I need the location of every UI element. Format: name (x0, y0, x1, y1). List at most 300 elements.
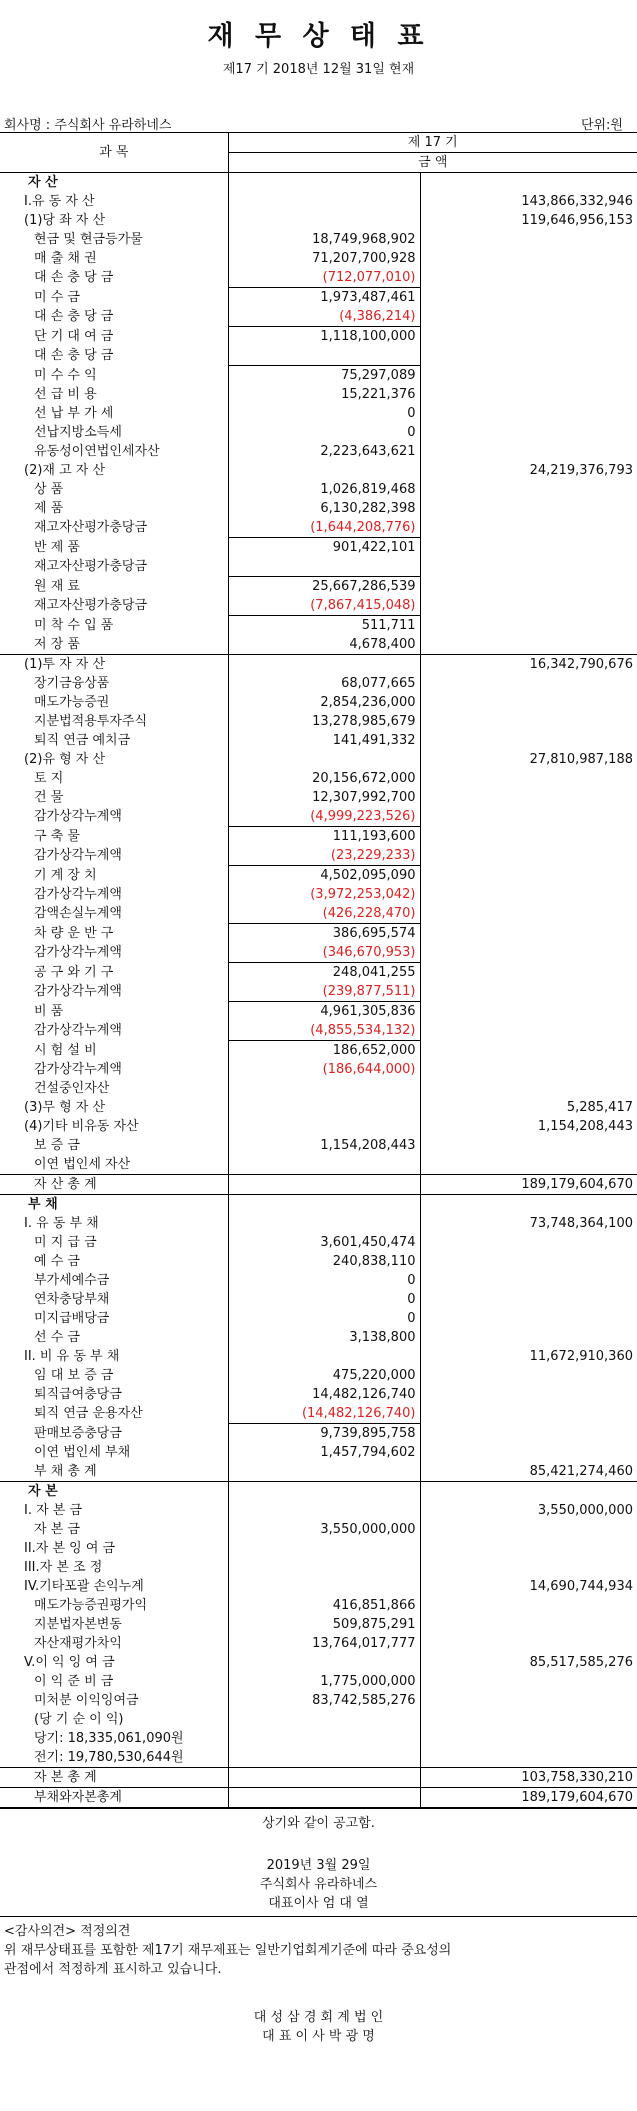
account-name: 건설중인자산 (34, 1081, 110, 1096)
detail-amount (228, 461, 420, 480)
total-amount (420, 307, 637, 327)
detail-amount: 0 (228, 423, 420, 442)
account-row (0, 1366, 637, 1385)
account-name: 감가상각누계액 (34, 887, 122, 902)
total-amount (420, 885, 637, 904)
account-row (0, 1520, 637, 1539)
account-row (0, 750, 637, 769)
detail-amount: 240,838,110 (228, 1252, 420, 1271)
issuer-ceo: 대표이사 엄 대 열 (268, 1896, 369, 1911)
account-row (0, 1788, 637, 1808)
account-name: 재고자산평가충당금 (34, 598, 148, 614)
account-name: 감가상각누계액 (34, 809, 122, 825)
account-row (0, 1079, 637, 1098)
account-row (0, 366, 637, 386)
total-amount (420, 788, 637, 807)
unit-label: 단위:원 (580, 118, 623, 133)
total-amount (420, 712, 637, 731)
detail-amount: 4,502,095,090 (228, 866, 420, 886)
detail-amount (228, 1558, 420, 1577)
detail-amount: (3,972,253,042) (228, 885, 420, 904)
account-name: 선납지방소득세 (34, 425, 122, 440)
detail-amount (228, 1462, 420, 1482)
detail-amount: 1,118,100,000 (228, 327, 420, 347)
account-name: (1)투 자 자 산 (0, 655, 228, 675)
account-name: 퇴직급여충당금 (34, 1387, 122, 1402)
detail-amount: 20,156,672,000 (228, 769, 420, 788)
total-amount: 119,646,956,153 (420, 211, 637, 230)
account-row (0, 249, 637, 268)
detail-amount (228, 1768, 420, 1788)
account-row (0, 1672, 637, 1691)
account-row (0, 1328, 637, 1347)
detail-amount: (14,482,126,740) (228, 1404, 420, 1424)
detail-amount (228, 1653, 420, 1672)
detail-amount (228, 655, 420, 675)
total-amount (420, 1482, 637, 1502)
account-row (0, 1653, 637, 1672)
account-name: 전기: 19,780,530,644원 (34, 1750, 184, 1765)
account-row (0, 635, 637, 655)
account-name: 매도가능증권 (34, 695, 110, 710)
total-amount (420, 1155, 637, 1175)
detail-amount (228, 1155, 420, 1175)
header-account: 과 목 (0, 133, 228, 173)
account-name: 매도가능증권평가익 (34, 1598, 148, 1613)
account-row (0, 288, 637, 308)
detail-amount: 901,422,101 (228, 538, 420, 558)
total-amount (420, 635, 637, 655)
total-amount (420, 327, 637, 347)
account-name: 현금 및 현금등가물 (34, 232, 143, 247)
total-amount: 189,179,604,670 (420, 1788, 637, 1808)
detail-amount: 18,749,968,902 (228, 230, 420, 249)
account-row (0, 1691, 637, 1710)
account-name: 이연 법인세 자산 (34, 1157, 131, 1172)
account-row (0, 788, 637, 807)
account-row (0, 192, 637, 211)
auditor-firm: 대 성 삼 경 회 계 법 인 (253, 2010, 384, 2025)
audit-divider (0, 1916, 637, 1917)
detail-amount (228, 1501, 420, 1520)
account-name: IV.기타포괄 손익누계 (24, 1579, 144, 1594)
total-amount: 189,179,604,670 (420, 1175, 637, 1195)
detail-amount (228, 1214, 420, 1233)
detail-amount: 13,278,985,679 (228, 712, 420, 731)
account-row (0, 1271, 637, 1290)
account-name: 감가상각누계액 (34, 1023, 122, 1039)
account-row (0, 1443, 637, 1462)
account-name: 건 물 (34, 790, 64, 805)
total-amount (420, 1596, 637, 1615)
audit-opinion (4, 1922, 451, 1979)
account-name: 미 수 금 (34, 289, 80, 305)
detail-amount: (7,867,415,048) (228, 596, 420, 616)
detail-amount: (1,644,208,776) (228, 518, 420, 538)
auditor-ceo: 대 표 이 사 박 광 명 (262, 2029, 375, 2044)
account-row (0, 963, 637, 983)
account-name: 토 지 (34, 771, 64, 786)
section-heading-row (0, 173, 637, 193)
account-row (0, 404, 637, 423)
total-amount (420, 288, 637, 308)
detail-amount (228, 1788, 420, 1808)
detail-amount (228, 1577, 420, 1596)
account-row (0, 518, 637, 538)
account-name: Ⅰ. 유 동 부 채 (24, 1216, 99, 1231)
account-name: (2)재 고 자 산 (24, 463, 106, 478)
account-name: 이 익 준 비 금 (34, 1674, 114, 1689)
total-amount (420, 1002, 637, 1022)
account-name: 감가상각누계액 (34, 1062, 122, 1077)
company-name: 회사명 : 주식회사 유라하네스 (4, 118, 172, 133)
account-name: 미 착 수 입 품 (34, 617, 114, 633)
account-name: 선 납 부 가 세 (34, 406, 114, 421)
account-row (0, 1634, 637, 1653)
account-name: (2)유 형 자 산 (24, 752, 106, 767)
account-name: (4)기타 비유동 자산 (24, 1119, 139, 1134)
total-amount (420, 1079, 637, 1098)
total-amount (420, 385, 637, 404)
total-amount: 85,421,274,460 (420, 1462, 637, 1482)
detail-amount: (4,386,214) (228, 307, 420, 327)
detail-amount (228, 1729, 420, 1748)
account-row (0, 904, 637, 924)
account-row (0, 461, 637, 480)
account-row (0, 1041, 637, 1061)
total-amount: 1,154,208,443 (420, 1117, 637, 1136)
total-amount (420, 230, 637, 249)
total-amount (420, 1710, 637, 1729)
detail-amount: 9,739,895,758 (228, 1424, 420, 1444)
account-row (0, 1558, 637, 1577)
detail-amount: 111,193,600 (228, 827, 420, 847)
account-name: 대 손 충 당 금 (34, 270, 114, 286)
account-name: 미 수 수 익 (34, 367, 97, 383)
account-row (0, 1252, 637, 1271)
account-name: 예 수 금 (34, 1254, 80, 1269)
account-name: 부채와자본총계 (0, 1788, 228, 1808)
account-name: 감가상각누계액 (34, 945, 122, 961)
total-amount (420, 499, 637, 518)
account-row (0, 1404, 637, 1424)
total-amount (420, 346, 637, 366)
detail-amount: 3,601,450,474 (228, 1233, 420, 1252)
account-name: 연차충당부채 (34, 1292, 110, 1307)
detail-amount (228, 1482, 420, 1502)
detail-amount: 14,482,126,740 (228, 1385, 420, 1404)
total-amount (420, 731, 637, 750)
total-amount (420, 423, 637, 442)
total-amount (420, 1021, 637, 1041)
total-amount: 11,672,910,360 (420, 1347, 637, 1366)
detail-amount (228, 1347, 420, 1366)
detail-amount (228, 173, 420, 193)
account-row (0, 712, 637, 731)
account-name: 감가상각누계액 (34, 848, 122, 864)
total-amount: 14,690,744,934 (420, 1577, 637, 1596)
account-name: 미 지 급 금 (34, 1235, 97, 1250)
header-amount: 금 액 (228, 153, 637, 173)
detail-amount (228, 211, 420, 230)
account-row (0, 1290, 637, 1309)
detail-amount: 186,652,000 (228, 1041, 420, 1061)
account-row (0, 866, 637, 886)
total-amount (420, 674, 637, 693)
account-name: 공 구 와 기 구 (34, 964, 114, 980)
account-name: 자 본 금 (34, 1522, 80, 1537)
detail-amount: 2,223,643,621 (228, 442, 420, 461)
account-name: 이연 법인세 부채 (34, 1445, 131, 1460)
detail-amount (228, 346, 420, 366)
total-amount (420, 249, 637, 268)
detail-amount: 15,221,376 (228, 385, 420, 404)
total-amount (420, 1615, 637, 1634)
total-amount: 143,866,332,946 (420, 192, 637, 211)
account-name: 대 손 충 당 금 (34, 309, 114, 325)
total-amount (420, 1233, 637, 1252)
detail-amount: 71,207,700,928 (228, 249, 420, 268)
total-amount (420, 1136, 637, 1155)
account-name: 비 품 (34, 1003, 64, 1019)
account-row (0, 480, 637, 499)
account-name: 시 험 설 비 (34, 1042, 97, 1058)
account-row (0, 230, 637, 249)
total-amount (420, 1424, 637, 1444)
detail-amount: 83,742,585,276 (228, 1691, 420, 1710)
detail-amount: 12,307,992,700 (228, 788, 420, 807)
total-amount (420, 1539, 637, 1558)
total-amount: 5,285,417 (420, 1098, 637, 1117)
section-heading-row (0, 1482, 637, 1502)
account-name: 퇴직 연금 운용자산 (34, 1406, 143, 1422)
account-row (0, 577, 637, 597)
account-name: 자 산 총 계 (0, 1175, 228, 1195)
total-amount (420, 1195, 637, 1215)
total-amount (420, 846, 637, 866)
detail-amount (228, 1175, 420, 1195)
account-name: II.자 본 잉 여 금 (24, 1541, 116, 1556)
detail-amount: 248,041,255 (228, 963, 420, 983)
header-period: 제 17 기 (228, 133, 637, 153)
account-row (0, 655, 637, 675)
account-name: 저 장 품 (34, 637, 80, 652)
account-row (0, 693, 637, 712)
account-name: 부가세예수금 (34, 1273, 110, 1288)
account-row (0, 1117, 637, 1136)
total-amount (420, 1634, 637, 1653)
account-row (0, 943, 637, 963)
account-row (0, 1098, 637, 1117)
account-name: 지분법적용투자주식 (34, 714, 148, 729)
account-row (0, 982, 637, 1002)
account-name: 구 축 물 (34, 828, 80, 844)
account-name: 자 산 (28, 175, 58, 190)
account-name: 원 재 료 (34, 578, 80, 594)
account-row (0, 1175, 637, 1195)
account-name: III.자 본 조 정 (24, 1560, 103, 1575)
notice-text: 상기와 같이 공고함. (262, 1816, 375, 1831)
detail-amount: (186,644,000) (228, 1060, 420, 1079)
total-amount: 103,758,330,210 (420, 1768, 637, 1788)
account-name: 자 본 (0, 1482, 228, 1502)
detail-amount: (712,077,010) (228, 268, 420, 288)
total-amount (420, 518, 637, 538)
table-end-rule (0, 1808, 637, 1809)
account-row (0, 596, 637, 616)
account-name: 미처분 이익잉여금 (34, 1693, 139, 1708)
total-amount (420, 866, 637, 886)
account-row (0, 1385, 637, 1404)
document-title: 재 무 상 태 표 (207, 21, 430, 52)
account-row (0, 1233, 637, 1252)
detail-amount (228, 557, 420, 577)
balance-sheet-rows (0, 173, 637, 1808)
detail-amount: 1,775,000,000 (228, 1672, 420, 1691)
detail-amount: 0 (228, 1290, 420, 1309)
account-name: V.이 익 잉 여 금 (24, 1655, 115, 1670)
account-row (0, 327, 637, 347)
total-amount (420, 1520, 637, 1539)
detail-amount: 3,550,000,000 (228, 1520, 420, 1539)
total-amount (420, 268, 637, 288)
account-row (0, 616, 637, 636)
detail-amount: (23,229,233) (228, 846, 420, 866)
account-row (0, 1136, 637, 1155)
account-name: 당기: 18,335,061,090원 (34, 1731, 184, 1746)
total-amount (420, 577, 637, 597)
account-name: 지분법자본변동 (34, 1617, 122, 1632)
detail-amount: 0 (228, 1309, 420, 1328)
account-row (0, 385, 637, 404)
total-amount (420, 943, 637, 963)
total-amount (420, 557, 637, 577)
account-row (0, 1309, 637, 1328)
account-row (0, 1155, 637, 1175)
detail-amount: 6,130,282,398 (228, 499, 420, 518)
account-row (0, 1060, 637, 1079)
account-name: (당 기 순 이 익) (34, 1712, 124, 1727)
account-name: 부 채 (0, 1195, 228, 1215)
detail-amount: 3,138,800 (228, 1328, 420, 1347)
total-amount (420, 769, 637, 788)
total-amount (420, 1328, 637, 1347)
detail-amount: 1,026,819,468 (228, 480, 420, 499)
total-amount (420, 1041, 637, 1061)
total-amount (420, 442, 637, 461)
total-amount (420, 1385, 637, 1404)
account-row (0, 1214, 637, 1233)
account-row (0, 1596, 637, 1615)
account-name: 단 기 대 여 금 (34, 328, 114, 344)
account-name: 재고자산평가충당금 (34, 520, 148, 536)
account-name: 선 급 비 용 (34, 387, 97, 402)
account-row (0, 1577, 637, 1596)
account-name: 감가상각누계액 (34, 984, 122, 1000)
account-name: 부 채 총 계 (34, 1464, 97, 1479)
account-row (0, 885, 637, 904)
account-name: (1)당 좌 자 산 (24, 213, 106, 228)
detail-amount: (426,228,470) (228, 904, 420, 924)
detail-amount (228, 1117, 420, 1136)
account-name: 상 품 (34, 482, 64, 497)
account-row (0, 846, 637, 866)
account-row (0, 674, 637, 693)
total-amount (420, 596, 637, 616)
account-row (0, 1424, 637, 1444)
account-row (0, 1768, 637, 1788)
detail-amount: 4,961,305,836 (228, 1002, 420, 1022)
detail-amount: 416,851,866 (228, 1596, 420, 1615)
total-amount (420, 1290, 637, 1309)
account-row (0, 1615, 637, 1634)
auditor-block (0, 2008, 637, 2046)
announcement-block (0, 1856, 637, 1913)
account-name: 판매보증충당금 (34, 1425, 122, 1441)
audit-line-1: 위 재무상태표를 포함한 제17기 재무제표는 일반기업회계기준에 따라 중요성의 (4, 1943, 452, 1958)
total-amount (420, 616, 637, 636)
account-row (0, 307, 637, 327)
detail-amount (228, 1748, 420, 1768)
detail-amount: 511,711 (228, 616, 420, 636)
account-row (0, 1748, 637, 1768)
account-row (0, 1347, 637, 1366)
total-amount: 24,219,376,793 (420, 461, 637, 480)
account-name: 감액손실누계액 (34, 906, 122, 922)
detail-amount: 0 (228, 1271, 420, 1290)
account-row (0, 499, 637, 518)
account-row (0, 1462, 637, 1482)
account-name: II. 비 유 동 부 채 (24, 1349, 120, 1364)
detail-amount: (4,855,534,132) (228, 1021, 420, 1041)
account-name: 매 출 채 권 (34, 251, 97, 266)
total-amount (420, 538, 637, 558)
total-amount (420, 1309, 637, 1328)
total-amount (420, 366, 637, 386)
account-name: 장기금융상품 (34, 676, 110, 691)
detail-amount (228, 1710, 420, 1729)
account-name: 기 계 장 치 (34, 867, 97, 883)
account-name: (3)무 형 자 산 (24, 1100, 106, 1115)
account-row (0, 1710, 637, 1729)
detail-amount: 509,875,291 (228, 1615, 420, 1634)
detail-amount (228, 750, 420, 769)
account-row (0, 423, 637, 442)
total-amount (420, 827, 637, 847)
account-name: 미지급배당금 (34, 1311, 110, 1326)
total-amount: 73,748,364,100 (420, 1214, 637, 1233)
total-amount (420, 1404, 637, 1424)
section-heading-row (0, 1195, 637, 1215)
audit-title: <감사의견> 적정의견 (4, 1924, 131, 1939)
account-row (0, 924, 637, 944)
account-name: 임 대 보 증 금 (34, 1368, 114, 1383)
total-amount (420, 1691, 637, 1710)
total-amount (420, 904, 637, 924)
audit-line-2: 관점에서 적정하게 표시하고 있습니다. (4, 1962, 222, 1977)
detail-amount (228, 1195, 420, 1215)
detail-amount: 75,297,089 (228, 366, 420, 386)
total-amount (420, 1748, 637, 1768)
total-amount: 16,342,790,676 (420, 655, 637, 675)
account-row (0, 1729, 637, 1748)
account-name: 보 증 금 (34, 1138, 80, 1153)
detail-amount: 475,220,000 (228, 1366, 420, 1385)
detail-amount: (239,877,511) (228, 982, 420, 1002)
account-name: 퇴직 연금 예치금 (34, 733, 131, 748)
account-name: 자산재평가차익 (34, 1636, 122, 1651)
balance-sheet-table (0, 132, 637, 1808)
